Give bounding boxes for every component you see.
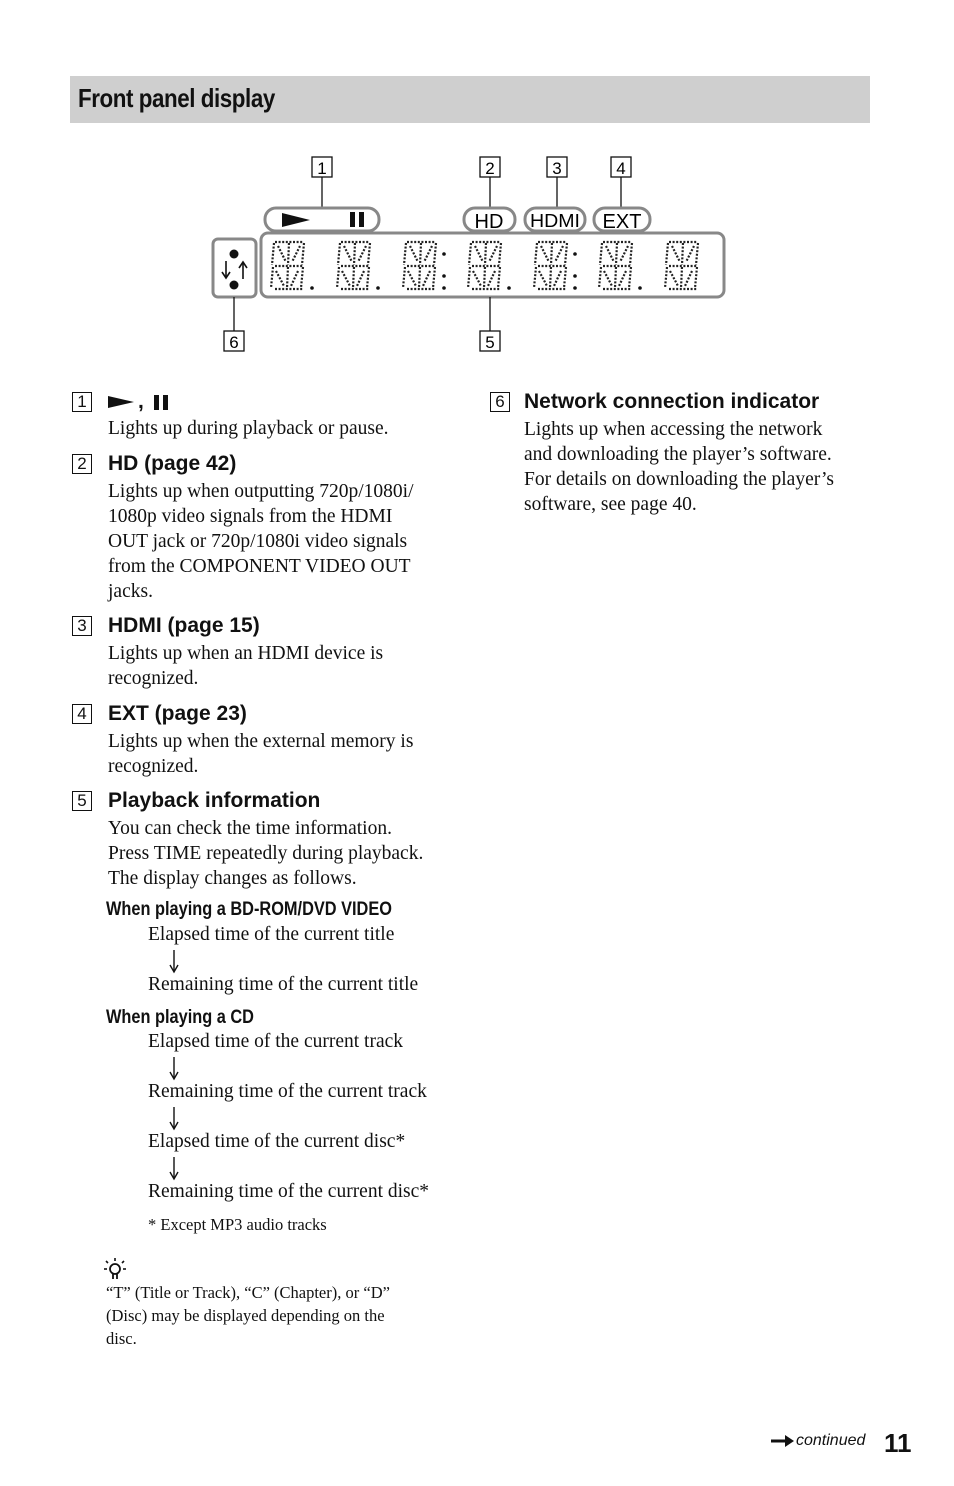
item-5-body: You can check the time information. Press TIME repeatedly during playback. The display changes as follows. — [108, 818, 424, 889]
display-character-cell — [337, 242, 380, 290]
hint-bulb-icon — [104, 1258, 128, 1282]
callout-5 — [480, 297, 500, 352]
svg-text:HDMI: HDMI — [530, 211, 580, 231]
svg-text:3: 3 — [552, 159, 562, 178]
item-6-heading: Network connection indicator — [524, 390, 820, 413]
down-arrow-icon — [168, 1157, 180, 1181]
item-1-body: Lights up during playback or pause. — [108, 418, 389, 439]
item-4-body: Lights up when the external memory is recognized. — [108, 731, 414, 777]
display-character-cell — [403, 242, 446, 290]
item-3-heading: HDMI (page 15) — [108, 614, 260, 637]
svg-text:1: 1 — [317, 159, 327, 178]
item-number: 6 — [490, 392, 510, 412]
section-title: Front panel display — [78, 83, 275, 113]
callout-3 — [547, 157, 567, 208]
page-number: 11 — [884, 1428, 912, 1458]
ext-indicator — [594, 208, 650, 233]
bd-subheading: When playing a BD-ROM/DVD VIDEO — [106, 899, 392, 920]
cd-seq-step: Remaining time of the current disc* — [148, 1181, 430, 1202]
callout-1 — [312, 157, 332, 208]
down-arrow-icon — [168, 950, 180, 974]
down-arrow-icon — [168, 1107, 180, 1131]
front-panel-diagram — [0, 0, 954, 370]
item-5-heading: Playback information — [108, 789, 321, 812]
item-2-body: Lights up when outputting 720p/1080i/ 1080p video signals from the HDMI OUT jack or 720p/1080i video signals from the COMPONENT VIDEO OUT jacks. — [108, 481, 414, 602]
network-indicator — [213, 239, 256, 297]
display-character-cell — [468, 242, 511, 290]
continued-label: continued — [796, 1432, 866, 1449]
callout-2 — [480, 157, 500, 208]
display-character-cell — [599, 242, 642, 290]
svg-text:HD: HD — [474, 211, 504, 233]
callout-4 — [611, 157, 631, 208]
cd-seq-step: Elapsed time of the current track — [148, 1031, 404, 1052]
item-number: 4 — [72, 704, 92, 724]
hd-indicator — [464, 208, 515, 233]
item-1-comma: , — [138, 390, 144, 413]
cd-seq-step: Remaining time of the current track — [148, 1081, 427, 1102]
svg-text:2: 2 — [485, 159, 495, 178]
continued-arrow-icon — [771, 1433, 795, 1449]
hdmi-indicator — [525, 208, 585, 231]
display-character-cell — [665, 242, 698, 289]
display-character-cell — [271, 242, 314, 290]
item-number: 1 — [72, 392, 92, 412]
svg-text:6: 6 — [229, 333, 239, 352]
item-2-heading: HD (page 42) — [108, 452, 237, 475]
svg-text:4: 4 — [616, 159, 626, 178]
bd-seq-step: Elapsed time of the current title — [148, 924, 395, 945]
item-6-body: Lights up when accessing the network and downloading the player’s software. For details on downloading the player’s software, see page 40. — [524, 419, 834, 515]
bd-seq-step: Remaining time of the current title — [148, 974, 419, 995]
item-number: 2 — [72, 454, 92, 474]
callout-6 — [224, 297, 244, 352]
item-3-body: Lights up when an HDMI device is recognized. — [108, 643, 384, 689]
hint-text: “T” (Title or Track), “C” (Chapter), or “D” (Disc) may be displayed depending on the disc. — [106, 1283, 390, 1348]
footnote: * Except MP3 audio tracks — [148, 1215, 327, 1234]
item-number: 3 — [72, 616, 92, 636]
cd-subheading: When playing a CD — [106, 1007, 254, 1028]
display-character-cell — [534, 242, 577, 290]
cd-seq-step: Elapsed time of the current disc* — [148, 1131, 406, 1152]
segment-display — [261, 233, 724, 297]
svg-text:5: 5 — [485, 333, 495, 352]
play-pause-indicator — [265, 208, 379, 231]
down-arrow-icon — [168, 1057, 180, 1081]
item-4-heading: EXT (page 23) — [108, 702, 247, 725]
item-number: 5 — [72, 791, 92, 811]
svg-text:EXT: EXT — [602, 211, 642, 233]
